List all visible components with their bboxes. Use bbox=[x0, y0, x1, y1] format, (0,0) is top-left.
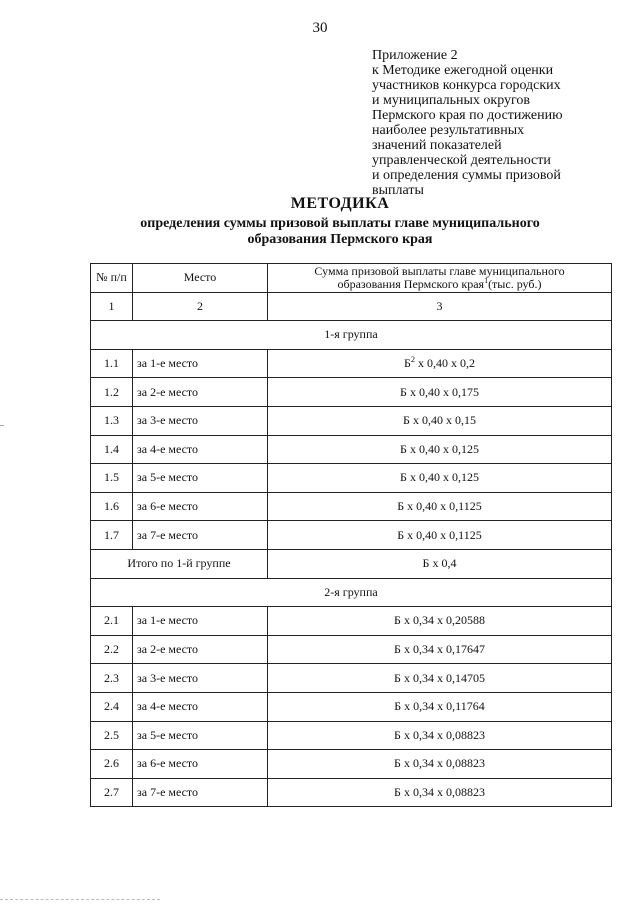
row-formula bbox=[268, 349, 612, 378]
table-row bbox=[91, 750, 612, 779]
row-place: за 7-е место bbox=[133, 521, 268, 550]
appendix-note-line: выплаты bbox=[372, 183, 424, 198]
row-num: 1.1 bbox=[91, 349, 133, 378]
header-sum-unit: (тыс. руб.) bbox=[488, 276, 542, 291]
table-row bbox=[91, 492, 612, 521]
formula-base: Б bbox=[404, 356, 411, 371]
row-place: за 2-е место bbox=[133, 635, 268, 664]
row-num: 2.4 bbox=[91, 692, 133, 721]
subtitle-line: определения суммы призовой выплаты главе муниципального bbox=[140, 216, 540, 231]
row-formula: Б х 0,40 х 0,125 bbox=[268, 435, 612, 464]
column-number-row bbox=[91, 292, 612, 321]
group-label: 2-я группа bbox=[91, 578, 612, 607]
row-num: 2.2 bbox=[91, 635, 133, 664]
appendix-note-line: Приложение 2 bbox=[372, 48, 458, 63]
appendix-note-line: управленческой деятельности bbox=[372, 153, 551, 168]
table-row bbox=[91, 607, 612, 636]
row-num: 2.6 bbox=[91, 750, 133, 779]
row-place: за 6-е место bbox=[133, 492, 268, 521]
table-row bbox=[91, 664, 612, 693]
header-place: Место bbox=[133, 264, 268, 293]
group-header-row bbox=[91, 321, 612, 350]
table-row bbox=[91, 778, 612, 807]
row-num: 1.5 bbox=[91, 464, 133, 493]
table-row bbox=[91, 521, 612, 550]
column-number: 3 bbox=[268, 292, 612, 321]
row-num: 2.1 bbox=[91, 607, 133, 636]
appendix-note-line: и муниципальных округов bbox=[372, 93, 531, 108]
column-number: 1 bbox=[91, 292, 133, 321]
document-title: МЕТОДИКА bbox=[290, 195, 390, 212]
row-formula: Б х 0,34 х 0,20588 bbox=[268, 607, 612, 636]
column-number: 2 bbox=[133, 292, 268, 321]
group-header-row bbox=[91, 578, 612, 607]
row-place: за 5-е место bbox=[133, 721, 268, 750]
row-num: 1.4 bbox=[91, 435, 133, 464]
header-sum-line1: Сумма призовой выплаты главе муниципального bbox=[314, 263, 565, 278]
appendix-note-line: наиболее результативных bbox=[372, 123, 525, 138]
table-row bbox=[91, 464, 612, 493]
total-label: Итого по 1-й группе bbox=[91, 549, 268, 578]
row-num: 1.6 bbox=[91, 492, 133, 521]
row-num: 1.2 bbox=[91, 378, 133, 407]
row-formula: Б х 0,34 х 0,08823 bbox=[268, 721, 612, 750]
appendix-note bbox=[372, 48, 602, 198]
table-header-row bbox=[91, 264, 612, 293]
row-num: 2.3 bbox=[91, 664, 133, 693]
table-row bbox=[91, 635, 612, 664]
row-formula: Б х 0,40 х 0,125 bbox=[268, 464, 612, 493]
formula-rest: х 0,40 х 0,2 bbox=[414, 356, 475, 371]
appendix-note-line: Пермского края по достижению bbox=[372, 108, 563, 123]
footnote-mark: 1 bbox=[484, 275, 489, 285]
appendix-note-line: к Методике ежегодной оценки bbox=[372, 63, 554, 78]
total-value: Б х 0,4 bbox=[268, 549, 612, 578]
prize-table bbox=[90, 263, 612, 807]
row-place: за 1-е место bbox=[133, 349, 268, 378]
row-place: за 7-е место bbox=[133, 778, 268, 807]
row-formula: Б х 0,34 х 0,08823 bbox=[268, 750, 612, 779]
row-formula: Б х 0,34 х 0,11764 bbox=[268, 692, 612, 721]
header-num: № п/п bbox=[91, 264, 133, 293]
table-row bbox=[91, 435, 612, 464]
row-formula: Б х 0,34 х 0,17647 bbox=[268, 635, 612, 664]
footer-divider bbox=[0, 899, 160, 901]
row-formula: Б х 0,34 х 0,14705 bbox=[268, 664, 612, 693]
subtitle-line: образования Пермского края bbox=[247, 232, 433, 247]
row-formula: Б х 0,40 х 0,1125 bbox=[268, 492, 612, 521]
table-row bbox=[91, 349, 612, 378]
row-place: за 1-е место bbox=[133, 607, 268, 636]
row-num: 1.3 bbox=[91, 406, 133, 435]
page-number: 30 bbox=[312, 20, 328, 36]
appendix-note-line: участников конкурса городских bbox=[372, 78, 561, 93]
row-place: за 4-е место bbox=[133, 692, 268, 721]
table-row bbox=[91, 406, 612, 435]
appendix-note-line: и определения суммы призовой bbox=[372, 168, 561, 183]
row-formula: Б х 0,40 х 0,15 bbox=[268, 406, 612, 435]
table-row bbox=[91, 692, 612, 721]
total-row bbox=[91, 549, 612, 578]
header-sum-line2: образования Пермского края bbox=[337, 276, 485, 291]
row-num: 2.7 bbox=[91, 778, 133, 807]
row-place: за 6-е место bbox=[133, 750, 268, 779]
row-formula: Б х 0,40 х 0,175 bbox=[268, 378, 612, 407]
row-formula: Б х 0,40 х 0,1125 bbox=[268, 521, 612, 550]
row-place: за 2-е место bbox=[133, 378, 268, 407]
footnote-mark: 2 bbox=[410, 355, 415, 365]
appendix-note-line: значений показателей bbox=[372, 138, 502, 153]
table-row bbox=[91, 721, 612, 750]
header-sum bbox=[268, 264, 612, 293]
table-row bbox=[91, 378, 612, 407]
row-place: за 3-е место bbox=[133, 406, 268, 435]
row-place: за 4-е место bbox=[133, 435, 268, 464]
document-subtitle bbox=[0, 216, 640, 248]
row-place: за 3-е место bbox=[133, 664, 268, 693]
scan-edge-mark bbox=[0, 425, 4, 426]
row-formula: Б х 0,34 х 0,08823 bbox=[268, 778, 612, 807]
group-label: 1-я группа bbox=[91, 321, 612, 350]
row-num: 1.7 bbox=[91, 521, 133, 550]
row-place: за 5-е место bbox=[133, 464, 268, 493]
row-num: 2.5 bbox=[91, 721, 133, 750]
